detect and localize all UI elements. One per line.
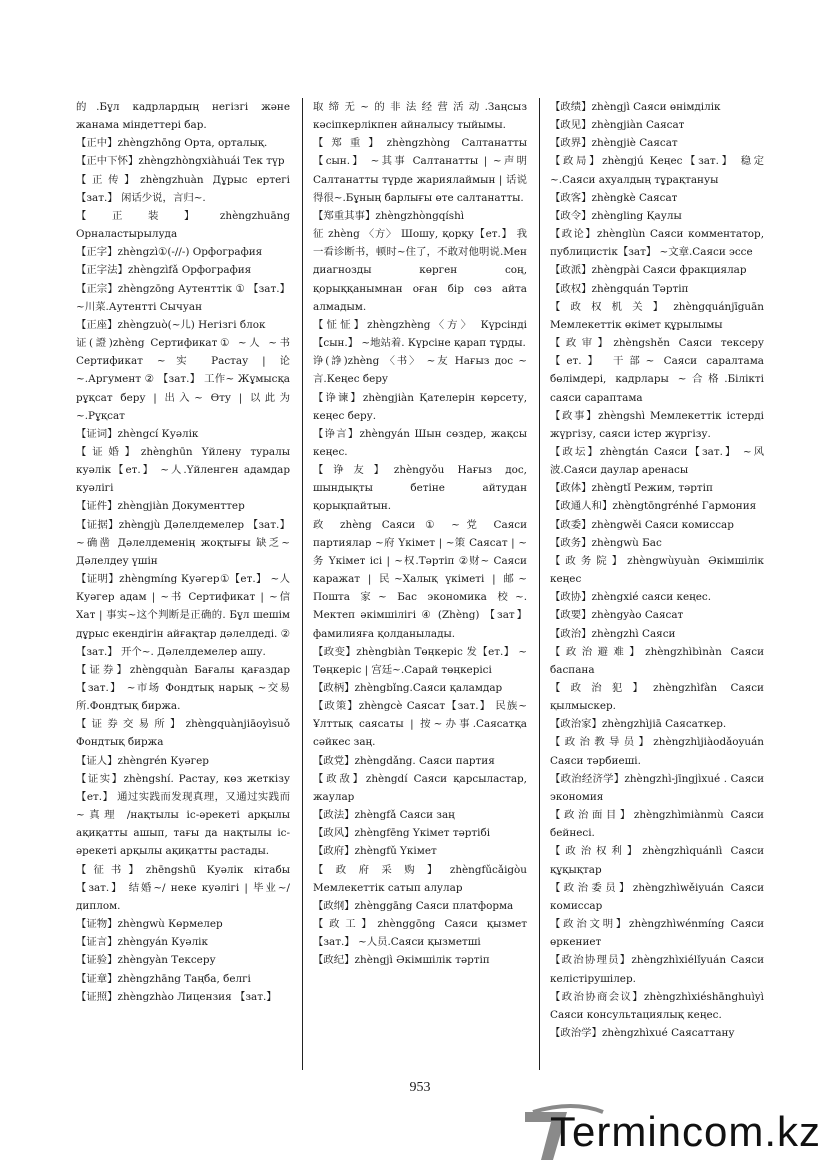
dictionary-entry: 【政客】zhèngkè Саясат	[550, 191, 678, 204]
dictionary-entry: 【政治教导员】zhèngzhìjiàodǎoyuán Саяси тәрбиеші.	[550, 736, 764, 767]
dictionary-entry: 【政府】zhèngfǔ Үкімет	[313, 845, 437, 858]
dictionary-entry: 【政党】zhèngdǎng. Саяси партия	[313, 754, 495, 767]
dictionary-entry: 【政界】zhèngjiè Саясат	[550, 137, 678, 150]
dictionary-entry: 【政治委员】zhèngzhìwěiyuán Саяси комиссар	[550, 881, 764, 912]
dictionary-entry: 【正座】zhèngzuò(~儿) Негізгі блок	[76, 318, 266, 331]
column-divider	[539, 98, 540, 1070]
dictionary-entry: 【诤言】zhèngyán Шын сөздер, жақсы кеңес.	[313, 427, 527, 458]
dictionary-entry: 【郑重】zhèngzhòng Салтанатты 【сын.】 ~其事 Салтанатты | ~声明 Салтанатты түрде жариялаймын | 话说得很~.Бұның барлығы өте салтанатты.	[313, 137, 527, 204]
dictionary-entry: 的.Бұл кадрлардың негізгі және жанама міндеттері бар.	[76, 101, 290, 132]
dictionary-entry: 诤(諍)zhèng 〈书〉 ~友 Нағыз дос ~言.Кеңес беру	[313, 355, 527, 386]
dictionary-entry: 【证章】zhèngzhāng Таңба, белгі	[76, 972, 251, 985]
dictionary-entry: 【政治学】zhèngzhìxué Саясаттану	[550, 1026, 735, 1039]
dictionary-entry: 【诤谏】zhèngjiàn Қателерін көрсету, кеңес беру.	[313, 391, 527, 422]
dictionary-entry: 【正字】zhèngzì①(-//-) Орфография	[76, 246, 263, 259]
dictionary-entry: 【政治经济学】zhèngzhì-jīngjìxué . Саяси экономия	[550, 772, 764, 803]
column-right	[550, 98, 764, 1060]
dictionary-entry: 【政工】zhènggōng Саяси қызмет 【зат.】 ~人员.Саяси қызметші	[313, 918, 527, 949]
column-divider	[302, 98, 303, 1070]
dictionary-entry: 【政治协理员】zhèngzhìxiélǐyuán Саяси келістірушілер.	[550, 954, 764, 985]
dictionary-entry: 【政要】zhèngyào Саясат	[550, 609, 684, 622]
dictionary-entry: 【政治家】zhèngzhìjiā Саясаткер.	[550, 718, 727, 731]
dictionary-entry: 【政治权利】zhèngzhìquánlì Саяси құқықтар	[550, 845, 764, 876]
dictionary-entry: 【证词】zhèngcí Куәлік	[76, 427, 199, 440]
dictionary-entry: 【政治面目】zhèngzhìmiànmù Саяси бейнесі.	[550, 809, 764, 840]
dictionary-entry: 【正中下怀】zhèngzhòngxiàhuái Тек түр	[76, 155, 285, 168]
dictionary-entry: 【政治协商会议】zhèngzhìxiéshānghuìyì Саяси консультациялық кеңес.	[550, 990, 764, 1021]
dictionary-entry: 【政务院】zhèngwùyuàn Әкімшілік кеңес	[550, 554, 764, 586]
dictionary-entry: 【政局】zhèngjú Кеңес【зат.】 稳定~.Саяси ахуалдың тұрақтануы	[550, 155, 764, 186]
dictionary-entry: 【正装】zhèngzhuāng Орналастырылуда	[76, 209, 290, 241]
dictionary-entry: 【正宗】zhèngzōng Аутенттік ① 【зат.】 ~川菜.Аутентті Сычуан	[76, 282, 290, 313]
dictionary-entry: 【政风】zhèngfēng Үкімет тәртібі	[313, 827, 491, 840]
dictionary-entry: 【证言】zhèngyán Куәлік	[76, 936, 209, 949]
dictionary-entry: 【政通人和】zhèngtōngrénhé Гармония	[550, 500, 757, 513]
dictionary-entry: 【正中】zhèngzhōng Орта, орталық.	[76, 137, 268, 150]
dictionary-entry: 【政委】zhèngwěi Саяси комиссар	[550, 518, 734, 531]
dictionary-entry: 【政务】zhèngwù Бас	[550, 536, 662, 549]
dictionary-entry: 【政权机关】zhèngquánjīguān Мемлекеттік өкімет құрылымы	[550, 300, 764, 331]
dictionary-entry: 【政府采购】zhèngfǔcǎigòu Мемлекеттік сатып алулар	[313, 863, 527, 894]
dictionary-entry: 【政权】zhèngquán Тәртіп	[550, 282, 689, 295]
dictionary-entry: 政 zhèng Саяси ① ~党 Саяси партиялар ~府 Үкімет | ~策 Саясат | ~务 Үкімет ісі | ~权.Тәртіп ②财~ Саяси каражат | 民~Халық үкіметі | 邮~ Пошта 家~ Бас экономика 校~. Мектеп әкімшілігі ④ (Zhèng) 【зат】 фамилияға қолданылады.	[313, 518, 527, 640]
dictionary-entry: 【政治避难】zhèngzhìbìnàn Саяси баспана	[550, 645, 764, 676]
dictionary-entry: 【证券】zhèngquàn Бағалы қағаздар 【зат.】 ~市场 Фондтық нарық ~交易所.Фондтық биржа.	[76, 663, 290, 713]
column-left	[76, 98, 290, 1060]
dictionary-entry: 【政治文明】zhèngzhìwénmíng Саяси өркениет	[550, 918, 764, 949]
dictionary-entry: 【郑重其事】zhèngzhòngqíshì	[313, 209, 465, 222]
dictionary-entry: 【政见】zhèngjiàn Саясат	[550, 119, 685, 132]
dictionary-entry: 【诤友】zhèngyǒu Нағыз дос, шындықты бетіне айтудан қорықпайтын.	[313, 464, 527, 513]
dictionary-entry: 【证照】zhèngzhào Лицензия 【зат.】	[76, 990, 277, 1003]
dictionary-entry: 【正字法】zhèngzìfǎ Орфография	[76, 264, 252, 277]
dictionary-entry: 【政纲】zhènggāng Саяси платформа	[313, 899, 514, 912]
dictionary-entry: 【政体】zhèngtǐ Режим, тәртіп	[550, 482, 713, 495]
dictionary-entry: 【证人】zhèngrén Куәгер	[76, 754, 209, 767]
page-number: 953	[409, 1080, 431, 1095]
dictionary-entry: 【政事】zhèngshì Мемлекеттік істерді жүргізу, саяси істер жүргізу.	[550, 409, 764, 440]
dictionary-entry: 【政坛】zhèngtán Саяси【зат.】 ~风波.Саяси даулар аренасы	[550, 445, 764, 477]
dictionary-entry: 证(證)zhèng Сертификат① ~人 ~书 Сертификат ~实 Растау | 论~.Аргумент ② 【зат.】 工作~ Жұмысқа рұқсат беру | 出入~ Өту | 以此为~.Рұқсат	[76, 337, 290, 422]
dictionary-entry: 【政派】zhèngpài Саяси фракциялар	[550, 264, 747, 277]
dictionary-entry: 【政变】zhèngbiàn Төңкеріс 发【ет.】 ~ Төңкеріс | 宫廷~.Сарай төңкерісі	[313, 645, 527, 676]
dictionary-entry: 【政令】zhèngling Қаулы	[550, 209, 682, 222]
dictionary-entry: 【征书】zhēngshū Куәлік кітабы 【зат.】 结婚~/ неке куәлігі | 毕业~/ диплом.	[76, 863, 290, 912]
dictionary-entry: 【证婚】zhènghūn Үйлену туралы куәлік【ет.】 ~人.Үйленген адамдар куәлігі	[76, 445, 290, 495]
dictionary-entry: 【怔怔】zhèngzhèng〈方〉 Күрсінді 【сын.】 ~地站着. Күрсіне қарап тұрды.	[313, 318, 527, 350]
dictionary-entry: 【正传】zhèngzhuàn Дұрыс ертегі 【зат.】 闲话少说，言归~.	[76, 173, 290, 204]
dictionary-entry: 【证物】zhèngwù Көрмелер	[76, 918, 223, 931]
dictionary-entry: 征 zhèng 〈方〉 Шошу, қорқу【ет.】 我一看诊断书，顿时~住了，不敢对他明说.Мен диагнозды көрген соң, қорыққанымнан оған бір сөз айта алмадым.	[313, 228, 527, 313]
dictionary-entry: 【证券交易所】zhèngquànjiāoyìsuǒ Фондтық биржа	[76, 718, 290, 749]
dictionary-entry: 【政法】zhèngfǎ Саяси заң	[313, 809, 455, 822]
dictionary-entry: 【政治犯】zhèngzhìfàn Саяси қылмыскер.	[550, 682, 764, 713]
logo-text: Termincom.kz	[550, 1108, 822, 1155]
dictionary-entry: 【政绩】zhèngjì Саяси өнімділік	[550, 101, 721, 113]
column-middle	[313, 98, 527, 1060]
dictionary-entry: 【政审】zhèngshěn Саяси тексеру【ет.】 干部~ Саяси саралтама бөлімдері, кадрлары ~合格.Білікті саяси сараптама	[550, 337, 764, 404]
dictionary-entry: 【证验】zhèngyàn Тексеру	[76, 954, 216, 967]
dictionary-entry: 【证实】zhèngshí. Растау, көз жеткізу 【ет.】 通过实践而发现真理，又通过实践而~真理 /нақтылы іс-әрекеті арқылы ақиқатты ашып, тағы да нақтылы іс-әрекеті арқылы ақиқатты растады.	[76, 772, 290, 858]
dictionary-entry: 【政治】zhèngzhì Саяси	[550, 627, 676, 640]
dictionary-entry: 【证据】zhèngjù Дәлелдемелер 【зат.】 ~确凿 Дәлелдеменің жоқтығы 缺乏~ Дәлелдеу үшін	[76, 518, 290, 567]
dictionary-entry: 【证明】zhèngmíng Куәгер①【ет.】 ~人 Куәгер адам | ~书 Сертификат | ~信 Хат | 事实~这个判断是正确的. Бұл шешім дұрыс екендігін айғақтар дәлелдеді. ② 【зат.】 开个~. Дәлелдемелер ашу.	[76, 573, 290, 658]
dictionary-entry: 【政敌】zhèngdí Саяси қарсыластар, жаулар	[313, 772, 527, 803]
dictionary-entry: 【政论】zhènglùn Саяси комментатор, публицистік【зат】 ~文章.Саяси эссе	[550, 228, 764, 259]
dictionary-entry: 【政柄】zhèngbǐng.Саяси қаламдар	[313, 682, 503, 694]
dictionary-entry: 【证件】zhèngjiàn Документтер	[76, 500, 245, 513]
dictionary-entry: 【政纪】zhèngjì Әкімшілік тәртіп	[313, 954, 490, 967]
dictionary-entry: 取缔无~的非法经营活动.Заңсыз кәсіпкерлікпен айналысу тыйымы.	[313, 101, 527, 132]
dictionary-entry: 【政协】zhèngxié саяси кеңес.	[550, 591, 712, 604]
dictionary-entry: 【政策】zhèngcè Саясат【зат.】 民族~ Ұлттық саясаты | 按~办事.Саясатқа сәйкес заң.	[313, 700, 527, 749]
